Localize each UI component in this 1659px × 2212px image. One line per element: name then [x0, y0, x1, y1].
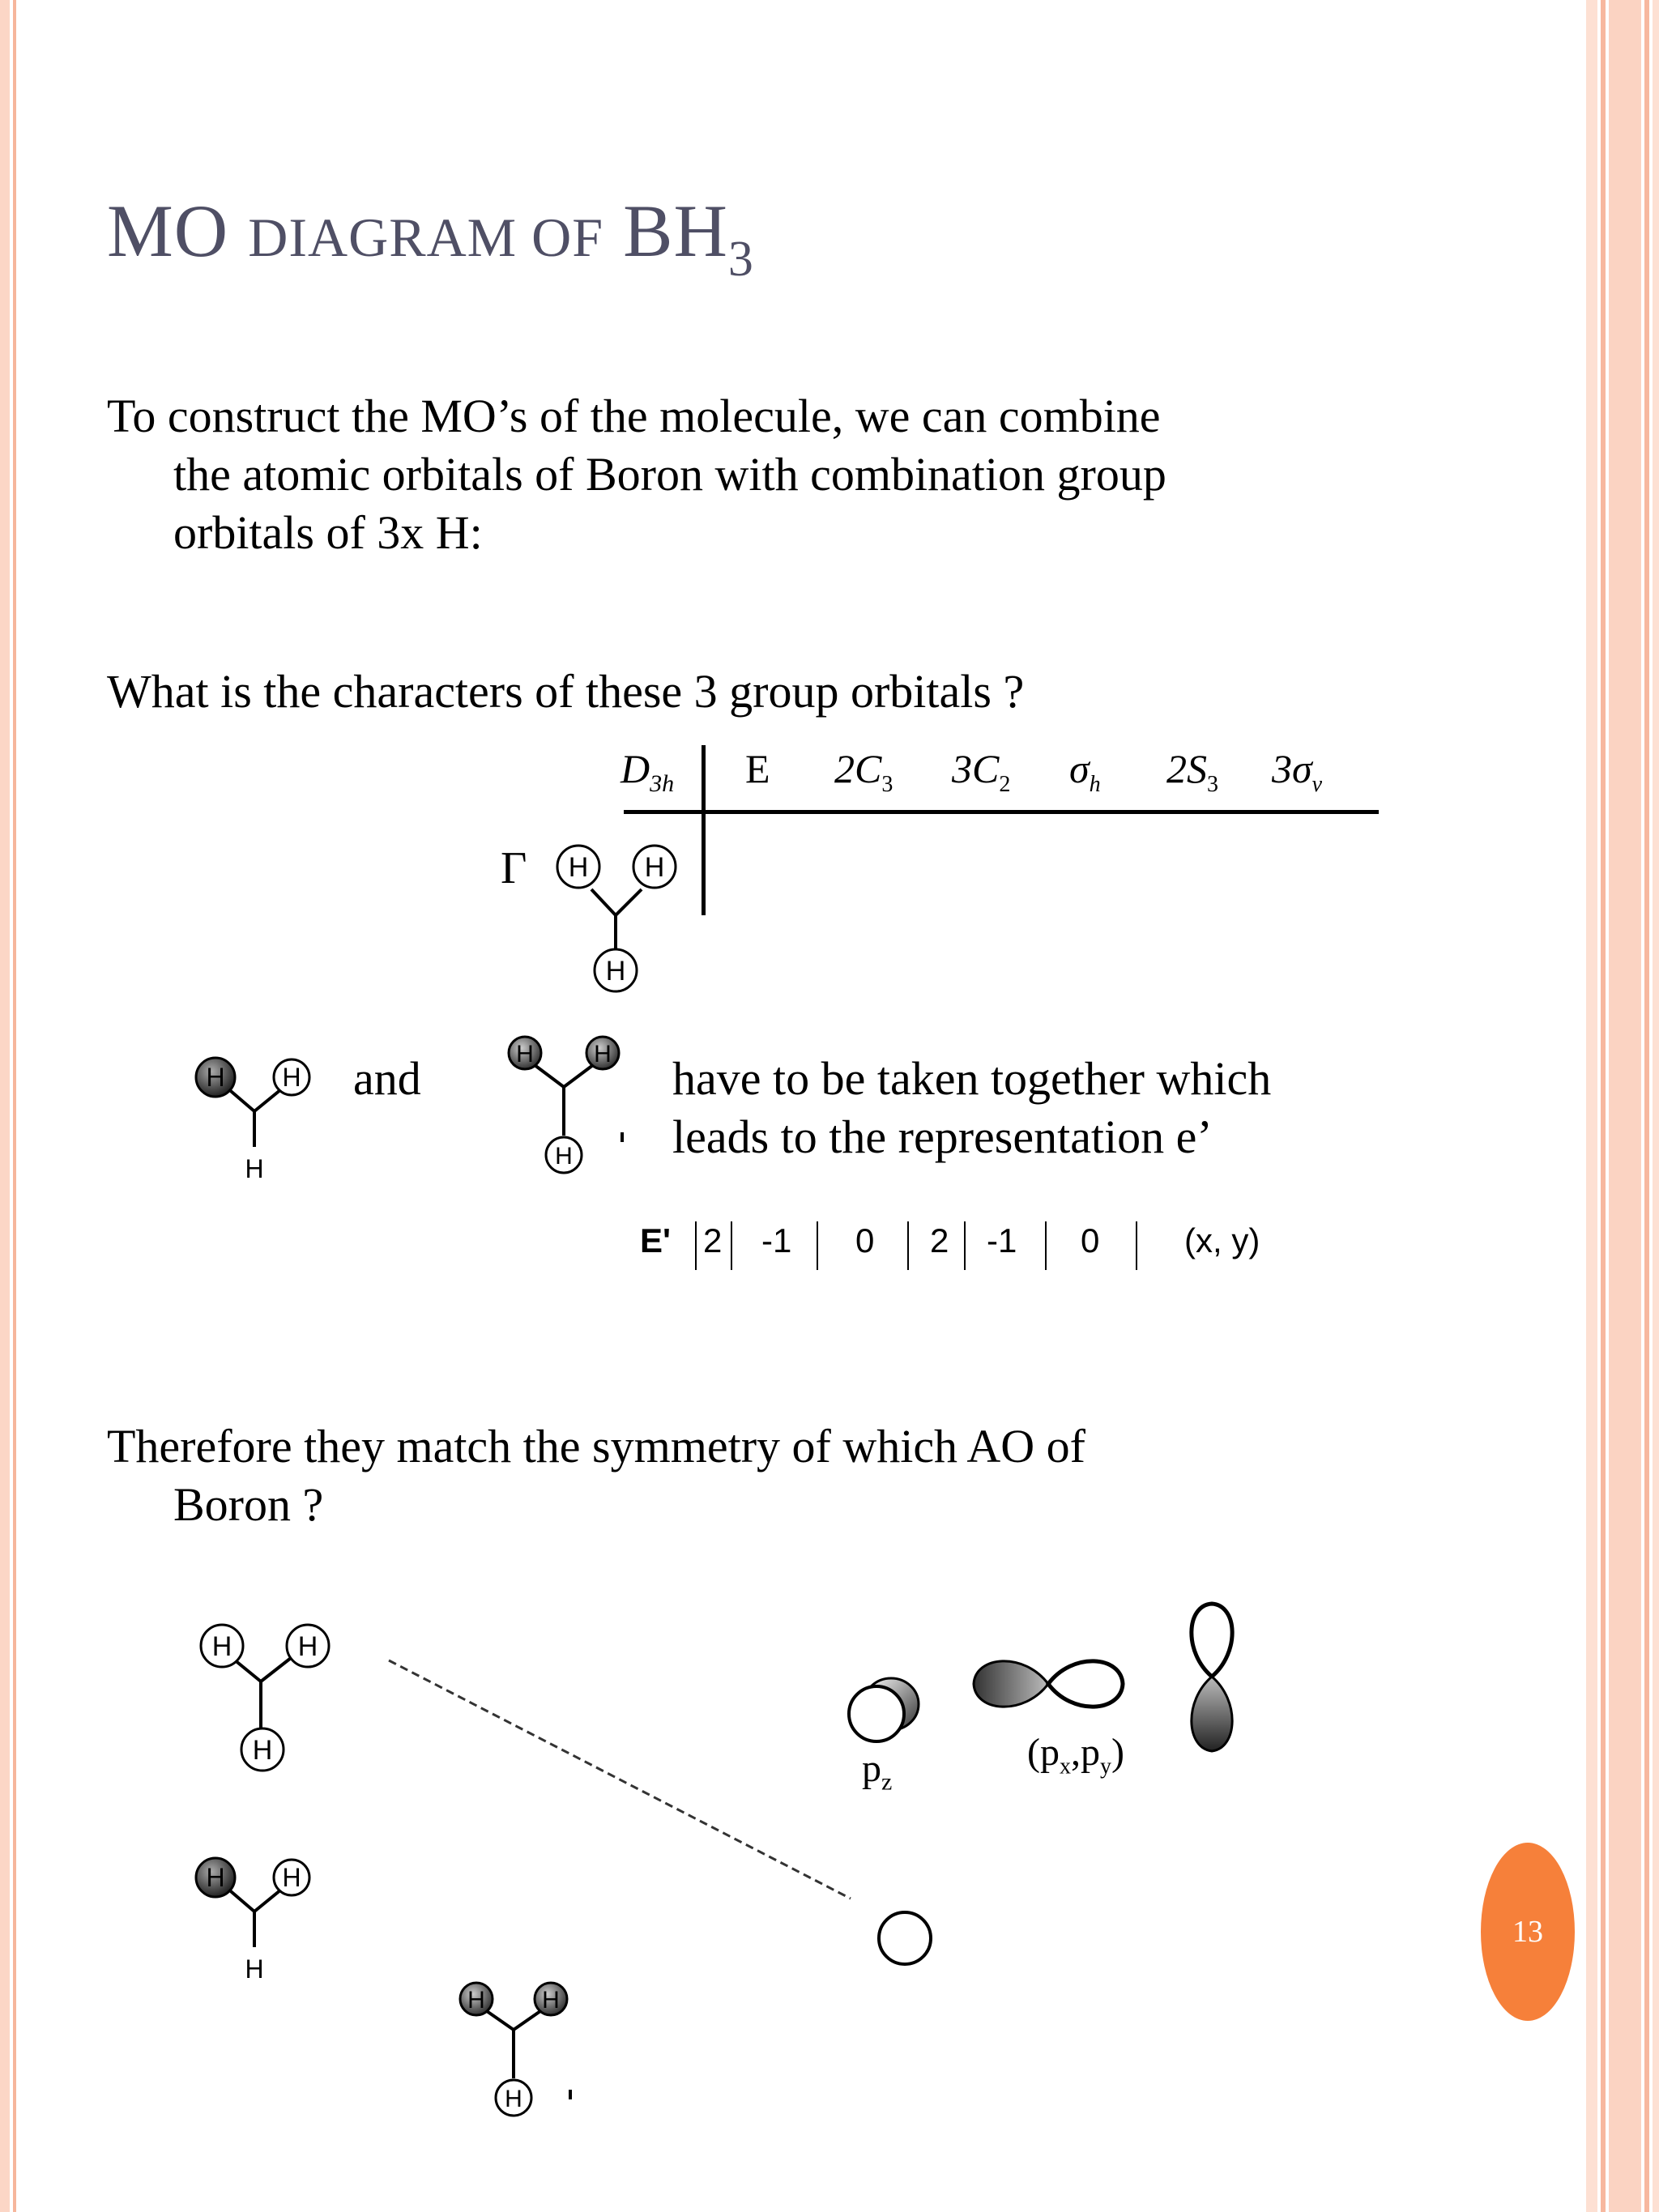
table-vertical-rule [702, 745, 706, 915]
page-number: 13 [1512, 1915, 1543, 1949]
intro-paragraph [107, 387, 1166, 562]
question-characters-text: What is the characters of these 3 group orbitals ? [107, 665, 1025, 718]
pz-orbital-icon [839, 1665, 928, 1754]
svg-text:H: H [568, 852, 589, 883]
char-sigma-h: 2 [930, 1221, 949, 1259]
right-border-wide [1609, 0, 1641, 2212]
svg-text:H: H [206, 1863, 225, 1892]
svg-text:H: H [282, 1863, 301, 1892]
intro-line-2: the atomic orbitals of Boron with combination group [173, 448, 1166, 501]
group-orbital-e-prime-a [186, 1050, 332, 1187]
left-border-inner [13, 0, 16, 2212]
question-symmetry [107, 1417, 1085, 1534]
page-number-badge [1481, 1843, 1575, 2021]
group-orbital-all-plus [544, 837, 690, 996]
right-border-line-1 [1601, 0, 1606, 2212]
char-3sigma-v: 0 [1081, 1221, 1100, 1259]
svg-text:H: H [211, 1631, 232, 1662]
op-E: E [745, 746, 770, 791]
e-prime-label: E' [640, 1221, 672, 1259]
tick-mark [621, 1132, 624, 1142]
question-symmetry-line-2: Boron ? [173, 1478, 324, 1531]
right-border-band [1586, 0, 1597, 2212]
op-sigma-h: $\sigma_h$ [1069, 746, 1101, 797]
char-3C2: 0 [855, 1221, 875, 1259]
op-2C3: $2C_3$ [834, 746, 893, 797]
tick-mark-bottom [569, 2090, 572, 2099]
title-mo: MO [107, 190, 229, 272]
table-horizontal-rule [624, 810, 1379, 814]
point-group-label [621, 745, 674, 798]
gamma-symbol: Γ [501, 843, 527, 893]
point-group-subscript: 3h [650, 770, 675, 797]
svg-text:H: H [516, 1041, 534, 1068]
title-diagram-of: DIAGRAM OF [248, 207, 604, 268]
s-orbital [872, 1905, 938, 1971]
right-border-edge [1653, 0, 1659, 2212]
svg-text:H: H [467, 1987, 485, 2014]
taken-together-line-2: leads to the representation e’ [672, 1110, 1213, 1163]
right-border-line-2 [1644, 0, 1649, 2212]
svg-text:H: H [644, 852, 665, 883]
pxpy-label: $(p_x,p_y)$ [1027, 1731, 1124, 1779]
svg-text:H: H [252, 1735, 273, 1766]
point-group-symbol: D [621, 746, 650, 791]
svg-text:H: H [206, 1063, 225, 1092]
group-orbital-e-prime-b-bottom [444, 1976, 582, 2130]
char-2C3: -1 [761, 1221, 792, 1259]
question-symmetry-line-1: Therefore they match the symmetry of which AO of [107, 1420, 1085, 1473]
group-orbital-e-prime-b [501, 1034, 630, 1187]
op-2S3: $2S_3$ [1166, 746, 1218, 797]
py-orbital-icon [1179, 1596, 1244, 1758]
title-bh: BH [623, 190, 728, 272]
taken-together-line-1: have to be taken together which [672, 1052, 1272, 1105]
pz-label: $p_z$ [862, 1747, 893, 1796]
svg-text:H: H [505, 2086, 522, 2112]
slide-title [107, 188, 754, 288]
intro-line-3: orbitals of 3x H: [173, 506, 483, 559]
svg-text:H: H [245, 1154, 264, 1183]
character-table [616, 745, 1373, 923]
e-prime-row [640, 1221, 1288, 1278]
svg-text:H: H [555, 1143, 573, 1170]
svg-text:H: H [297, 1631, 318, 1662]
op-3sigma-v: $3\sigma_v$ [1272, 746, 1323, 797]
and-text: and [353, 1052, 421, 1105]
correlation-dashed-line [381, 1652, 867, 1912]
intro-line-1: To construct the MO’s of the molecule, we can combine [107, 390, 1161, 442]
svg-text:H: H [245, 1954, 264, 1984]
group-orbital-e-prime-a-bottom [186, 1850, 332, 1988]
e-prime-basis: (x, y) [1184, 1221, 1260, 1259]
char-2S3: -1 [987, 1221, 1017, 1259]
px-orbital-icon [967, 1647, 1129, 1720]
left-border-outer [0, 0, 10, 2212]
char-E: 2 [703, 1221, 723, 1259]
svg-text:H: H [594, 1041, 612, 1068]
svg-text:H: H [542, 1987, 560, 2014]
group-orbital-a1-prime [185, 1617, 347, 1779]
svg-text:H: H [282, 1063, 301, 1092]
title-subscript: 3 [727, 232, 754, 287]
svg-text:H: H [605, 956, 626, 987]
op-3C2: $3C_2$ [952, 746, 1011, 797]
question-characters [107, 663, 1024, 721]
